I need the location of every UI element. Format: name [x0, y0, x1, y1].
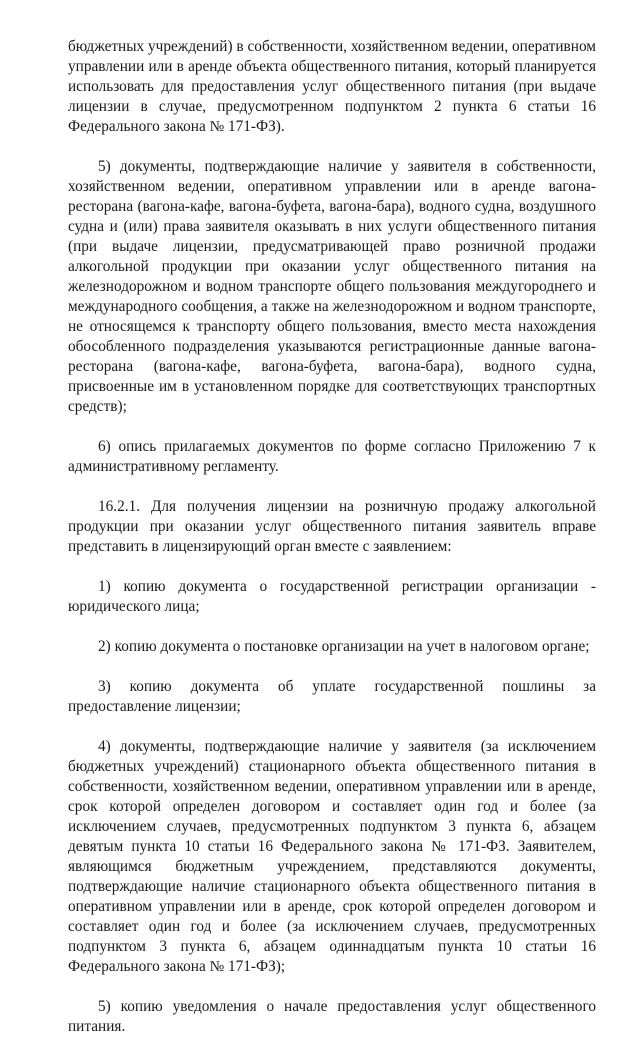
- paragraph-item-3-fee: 3) копию документа об уплате государственной пошлины за предоставление лицензии;: [68, 678, 596, 715]
- paragraph-item-5-vessels: 5) документы, подтверждающие наличие у заявителя в собственности, хозяйственном ведении, оперативном управлении или в аренде вагона-ресторана (вагона-кафе, вагона-буфета, вагона-бара), водного судна, воздушного судна и (или) права заявителя оказывать в них услуги общественного питания (при выдаче лицензии, предусматривающей право розничной продажи алкогольной продукции при оказании услуг общественного питания на железнодорожном и водном транспорте общего пользования междугороднего и международного сообщения, а также на железнодорожном и водном транспорте, не относящемся к транспорту общего пользования, вместо места нахождения обособленного подразделения указываются регистрационные данные вагона-ресторана (вагона-кафе, вагона-буфета, вагона-бара), водного судна, присвоенные им в установленном порядке для соответствующих транспортных средств);: [68, 158, 596, 415]
- paragraph-gap: [68, 617, 596, 637]
- paragraph-gap: [68, 477, 596, 497]
- paragraph-gap: [68, 557, 596, 577]
- paragraph-item-1-registration: 1) копию документа о государственной регистрации организации - юридического лица;: [68, 578, 596, 615]
- paragraph-gap: [68, 137, 596, 157]
- paragraph-item-6-inventory: 6) опись прилагаемых документов по форме согласно Приложению 7 к административному регламенту.: [68, 438, 596, 475]
- paragraph-gap: [68, 417, 596, 437]
- document-body: [68, 37, 596, 1037]
- paragraph-continuation: бюджетных учреждений) в собственности, хозяйственном ведении, оперативном управлении или в аренде объекта общественного питания, который планируется использовать для предоставления услуг общественного питания (при выдаче лицензии в случае, предусмотренном подпунктом 2 пункта 6 статьи 16 Федерального закона № 171-ФЗ).: [68, 38, 596, 135]
- paragraph-gap: [68, 717, 596, 737]
- paragraph-gap: [68, 977, 596, 997]
- paragraph-clause-16-2-1: 16.2.1. Для получения лицензии на розничную продажу алкогольной продукции при оказании услуг общественного питания заявитель вправе представить в лицензирующий орган вместе с заявлением:: [68, 498, 596, 555]
- paragraph-gap: [68, 657, 596, 677]
- paragraph-item-4-premises: 4) документы, подтверждающие наличие у заявителя (за исключением бюджетных учреждений) стационарного объекта общественного питания в собственности, хозяйственном ведении, оперативном управлении или в аренде, срок которой определен договором и составляет один год и более (за исключением случаев, предусмотренных подпунктом 3 пункта 6, абзацем девятым пункта 10 статьи 16 Федерального закона № 171-ФЗ. Заявителем, являющимся бюджетным учреждением, представляются документы, подтверждающие наличие стационарного объекта общественного питания в оперативном управлении или в аренде, срок которой определен договором и составляет один год и более (за исключением случаев, предусмотренных подпунктом 3 пункта 6, абзацем одиннадцатым пункта 10 статьи 16 Федерального закона № 171-ФЗ);: [68, 738, 596, 975]
- paragraph-item-2-tax: 2) копию документа о постановке организации на учет в налоговом органе;: [98, 638, 590, 655]
- paragraph-item-5-notice: 5) копию уведомления о начале предоставления услуг общественного питания.: [68, 998, 596, 1035]
